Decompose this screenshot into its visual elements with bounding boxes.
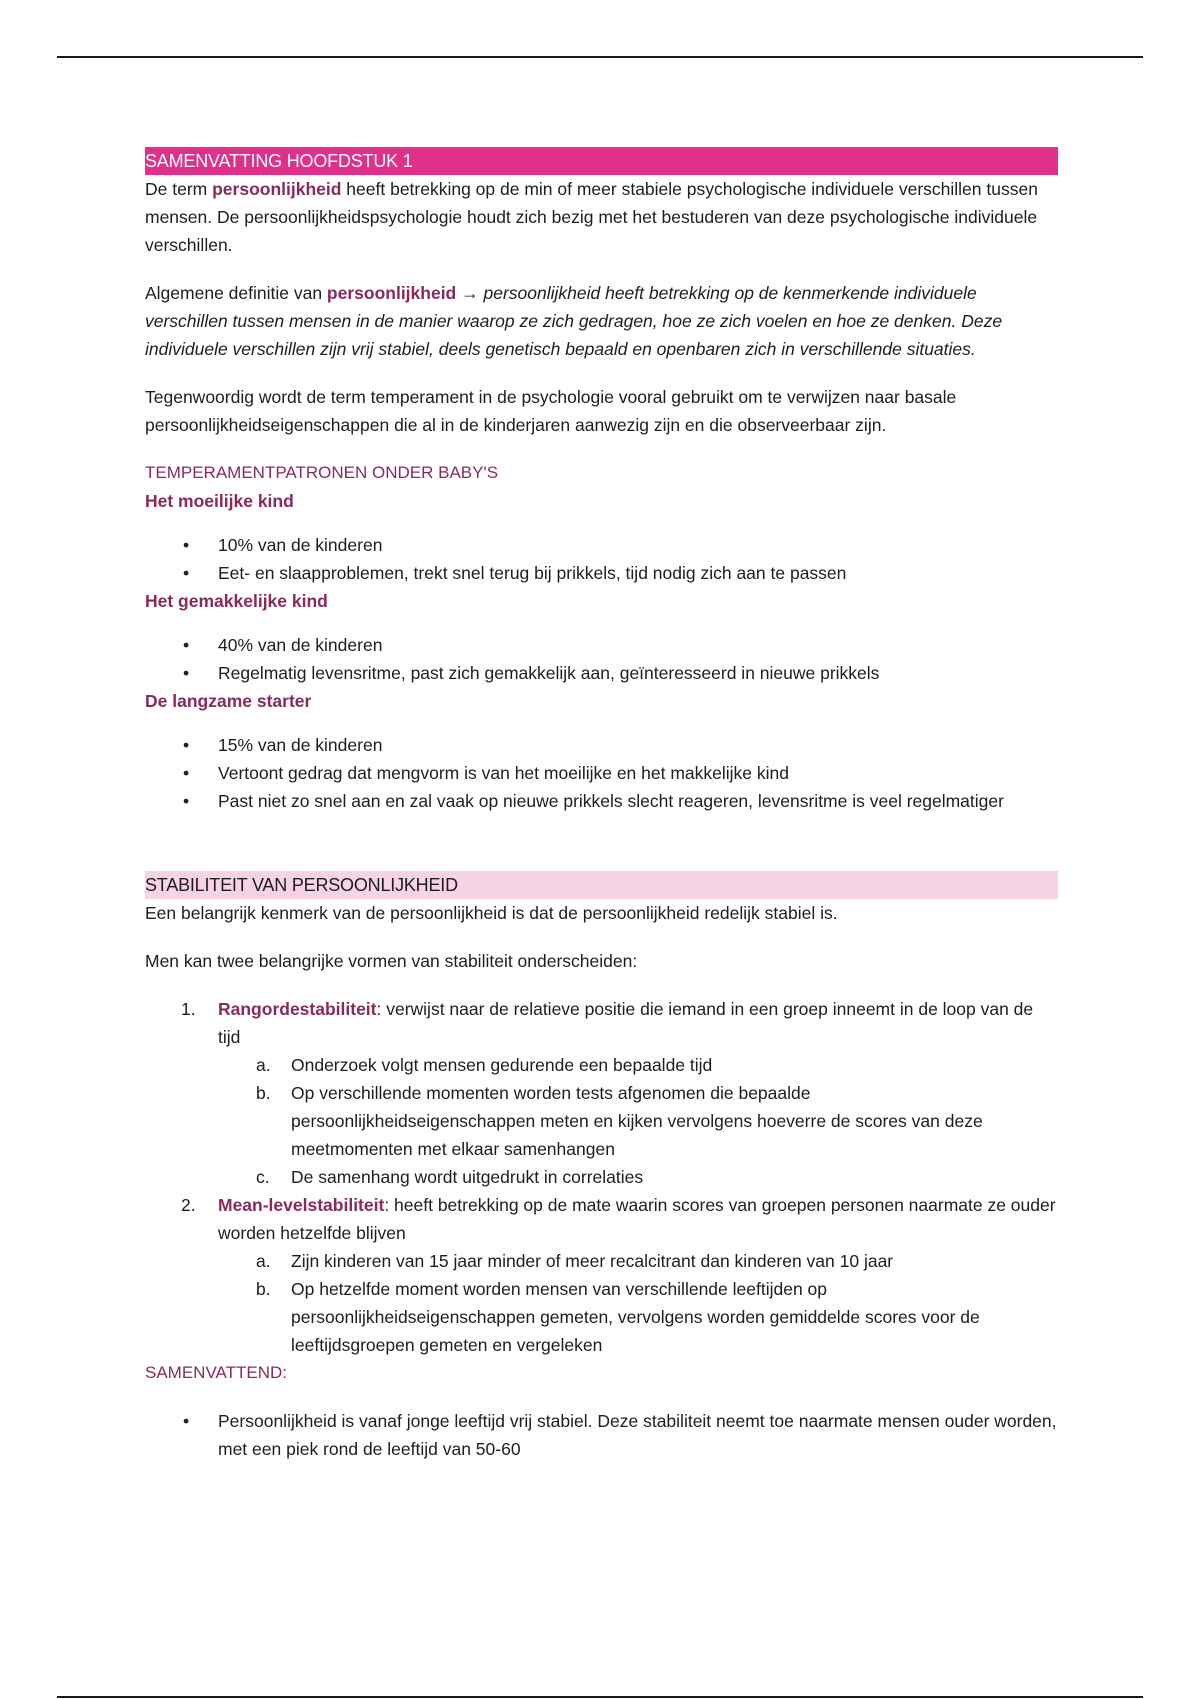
list-item: • Regelmatig levensritme, past zich gemakkelijk aan, geïnteresseerd in nieuwe prikkels xyxy=(145,659,1058,687)
text: Op verschillende momenten worden tests afgenomen die bepaalde persoonlijkheidseigenschappen meten en kijken vervolgens hoeverre de scores van deze meetmomenten met elkaar samenhangen xyxy=(291,1083,983,1159)
list-item: • 10% van de kinderen xyxy=(145,531,1058,559)
summary-list xyxy=(145,1407,1058,1463)
text: Onderzoek volgt mensen gedurende een bepaalde tijd xyxy=(291,1055,713,1075)
text: heeft betrekking op de min of meer stabiele psychologische individuele verschillen tussen mensen. De persoonlijkheidspsychologie houdt zich bezig met het bestuderen van deze psychologische individuele verschillen. xyxy=(145,179,1038,255)
sub-list-item xyxy=(218,1051,1058,1079)
section-heading-summary: SAMENVATTING HOOFDSTUK 1 xyxy=(145,147,1058,175)
list-marker: 2. xyxy=(181,1195,196,1215)
group-title: Het gemakkelijke kind xyxy=(145,591,328,611)
list-item: • 15% van de kinderen xyxy=(145,731,1058,759)
footer-rule xyxy=(57,1696,1143,1698)
paragraph-stability-intro: Een belangrijk kenmerk van de persoonlijkheid is dat de persoonlijkheid redelijk stabiel is. xyxy=(145,903,838,923)
document-body xyxy=(145,147,1058,1463)
sub-list-item xyxy=(218,1163,1058,1191)
paragraph-term-definition xyxy=(145,175,1058,259)
list-marker: a. xyxy=(256,1055,271,1075)
subheading-temperament-patterns: TEMPERAMENTPATRONEN ONDER BABY'S xyxy=(145,463,499,482)
list-item-rangorde xyxy=(145,995,1058,1191)
list-marker: b. xyxy=(256,1279,271,1299)
text: Algemene definitie van xyxy=(145,283,327,303)
list-marker: c. xyxy=(256,1167,270,1187)
paragraph-general-definition xyxy=(145,279,1058,363)
sub-list-item xyxy=(218,1247,1058,1275)
list-marker: a. xyxy=(256,1251,271,1271)
group-langzame-starter xyxy=(145,687,1058,815)
list-item-mean-level xyxy=(145,1191,1058,1359)
text: : heeft betrekking op de mate waarin scores van groepen personen naarmate ze ouder worden hetzelfde blijven xyxy=(218,1195,1056,1243)
group-title: Het moeilijke kind xyxy=(145,491,294,511)
header-rule xyxy=(57,56,1143,58)
arrow-icon: → xyxy=(456,283,484,303)
group-gemakkelijke-kind xyxy=(145,587,1058,687)
list-marker: b. xyxy=(256,1083,271,1103)
bullet-list xyxy=(145,631,1058,687)
sub-list xyxy=(218,1247,1058,1359)
subheading-summary: SAMENVATTEND: xyxy=(145,1363,287,1382)
list-item: • Past niet zo snel aan en zal vaak op nieuwe prikkels slecht reageren, levensritme is veel regelmatiger xyxy=(145,787,1058,815)
sub-list xyxy=(218,1051,1058,1191)
text: De samenhang wordt uitgedrukt in correlaties xyxy=(291,1167,644,1187)
group-moeilijke-kind xyxy=(145,487,1058,587)
section-heading-stability: STABILITEIT VAN PERSOONLIJKHEID xyxy=(145,871,1058,899)
list-item: • Vertoont gedrag dat mengvorm is van het moeilijke en het makkelijke kind xyxy=(145,759,1058,787)
text: De term xyxy=(145,179,213,199)
term-persoonlijkheid: persoonlijkheid xyxy=(326,283,457,303)
text: Op hetzelfde moment worden mensen van verschillende leeftijden op persoonlijkheidseigenschappen gemeten, vervolgens worden gemiddelde scores voor de leeftijdsgroepen gemeten en vergeleken xyxy=(291,1279,980,1355)
list-item: • 40% van de kinderen xyxy=(145,631,1058,659)
term-rangordestabiliteit: Rangordestabiliteit xyxy=(218,999,377,1019)
sub-list-item xyxy=(218,1079,1058,1163)
list-item: • Eet- en slaapproblemen, trekt snel terug bij prikkels, tijd nodig zich aan te passen xyxy=(145,559,1058,587)
bullet-list xyxy=(145,731,1058,815)
text: : verwijst naar de relatieve positie die iemand in een groep inneemt in de loop van de tijd xyxy=(218,999,1034,1047)
list-marker: 1. xyxy=(181,999,196,1019)
paragraph-temperament: Tegenwoordig wordt de term temperament in de psychologie vooral gebruikt om te verwijzen naar basale persoonlijkheidseigenschappen die al in de kinderjaren aanwezig zijn en die observeerbaar zijn. xyxy=(145,387,957,435)
sub-list-item xyxy=(218,1275,1058,1359)
numbered-list xyxy=(145,995,1058,1359)
text: Zijn kinderen van 15 jaar minder of meer recalcitrant dan kinderen van 10 jaar xyxy=(291,1251,894,1271)
paragraph-stability-forms: Men kan twee belangrijke vormen van stabiliteit onderscheiden: xyxy=(145,951,638,971)
bullet-list xyxy=(145,531,1058,587)
group-title: De langzame starter xyxy=(145,691,312,711)
term-mean-levelstabiliteit: Mean-levelstabiliteit xyxy=(218,1195,385,1215)
list-item: • Persoonlijkheid is vanaf jonge leeftijd vrij stabiel. Deze stabiliteit neemt toe naarmate mensen ouder worden, met een piek rond de leeftijd van 50-60 xyxy=(145,1407,1058,1463)
definition-text: persoonlijkheid heeft betrekking op de kenmerkende individuele verschillen tussen mensen in de manier waarop ze zich gedragen, hoe ze zich voelen en hoe ze denken. Deze individuele verschillen zijn vrij stabiel, deels genetisch bepaald en openbaren zich in verschillende situaties. xyxy=(145,283,1003,359)
term-persoonlijkheid: persoonlijkheid xyxy=(212,179,342,199)
